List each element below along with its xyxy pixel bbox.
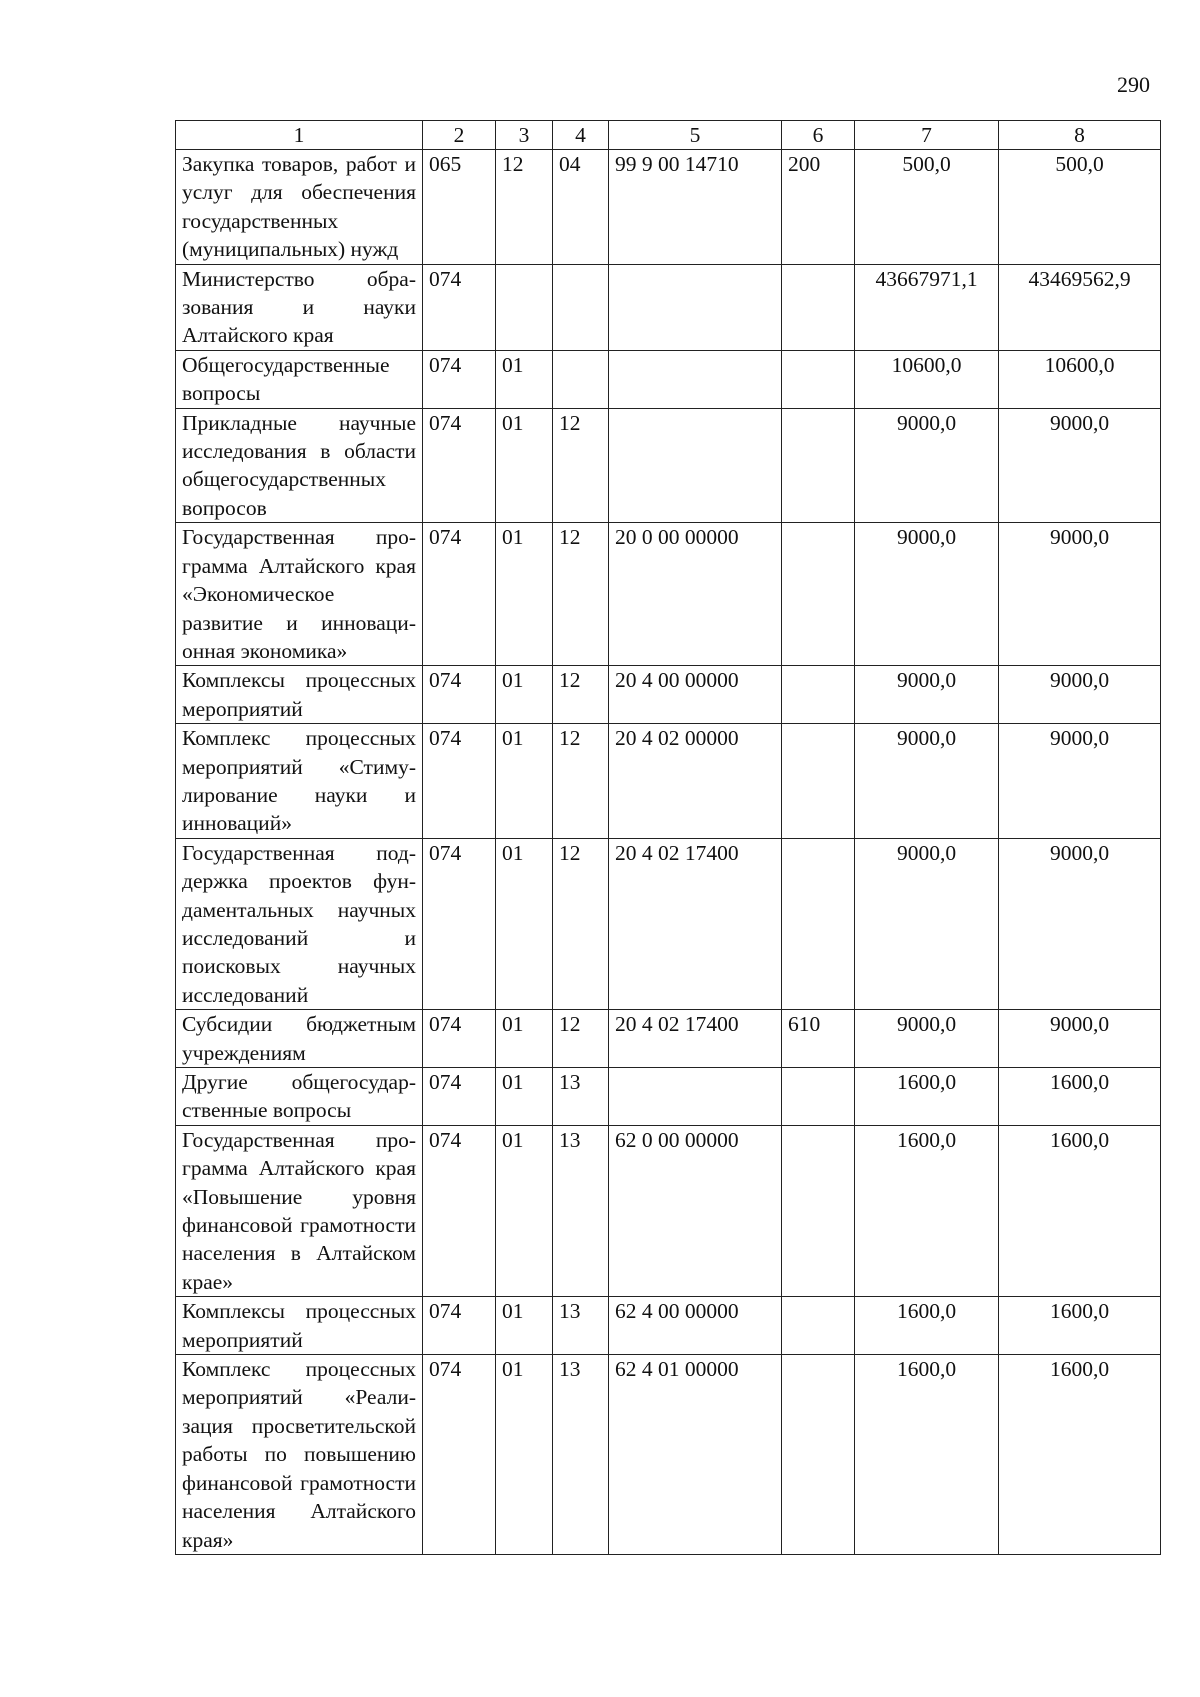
ministry-code-cell: 074 bbox=[423, 838, 496, 1009]
table-body bbox=[176, 150, 1161, 1555]
subsection-code-cell: 13 bbox=[553, 1297, 609, 1355]
amount-year2-cell: 9000,0 bbox=[999, 666, 1161, 724]
amount-year1-cell: 10600,0 bbox=[855, 350, 999, 408]
table-row bbox=[176, 1125, 1161, 1296]
amount-year2-cell: 500,0 bbox=[999, 150, 1161, 265]
expense-type-cell bbox=[782, 523, 855, 666]
subsection-code-cell: 04 bbox=[553, 150, 609, 265]
subsection-code-cell: 13 bbox=[553, 1355, 609, 1555]
subsection-code-cell: 12 bbox=[553, 666, 609, 724]
expense-type-cell bbox=[782, 1297, 855, 1355]
target-article-cell: 20 0 00 00000 bbox=[609, 523, 782, 666]
column-header: 6 bbox=[782, 121, 855, 150]
ministry-code-cell: 074 bbox=[423, 1355, 496, 1555]
amount-year2-cell: 9000,0 bbox=[999, 408, 1161, 523]
expense-type-cell bbox=[782, 1068, 855, 1126]
ministry-code-cell: 074 bbox=[423, 350, 496, 408]
page-number: 290 bbox=[1117, 72, 1150, 97]
item-name-cell: Комплекс процессных мероприятий «Реализация просветительской работы по повышению финансовой грамотности населения Алтайского края» bbox=[176, 1355, 423, 1555]
subsection-code-cell: 12 bbox=[553, 724, 609, 839]
amount-year1-cell: 1600,0 bbox=[855, 1297, 999, 1355]
budget-table bbox=[175, 120, 1161, 1555]
expense-type-cell bbox=[782, 350, 855, 408]
amount-year1-cell: 500,0 bbox=[855, 150, 999, 265]
ministry-code-cell: 074 bbox=[423, 1297, 496, 1355]
amount-year1-cell: 1600,0 bbox=[855, 1355, 999, 1555]
target-article-cell: 62 4 00 00000 bbox=[609, 1297, 782, 1355]
column-header: 5 bbox=[609, 121, 782, 150]
table-row bbox=[176, 1010, 1161, 1068]
target-article-cell bbox=[609, 408, 782, 523]
section-code-cell: 01 bbox=[496, 724, 553, 839]
item-name-cell: Государственная поддержка проектов фундаментальных научных исследований и поисковых научных исследований bbox=[176, 838, 423, 1009]
target-article-cell bbox=[609, 264, 782, 350]
subsection-code-cell: 13 bbox=[553, 1068, 609, 1126]
amount-year2-cell: 1600,0 bbox=[999, 1125, 1161, 1296]
item-name-cell: Общегосударственные вопросы bbox=[176, 350, 423, 408]
target-article-cell: 62 0 00 00000 bbox=[609, 1125, 782, 1296]
item-name-cell: Государственная программа Алтайского края «Экономическое развитие и инновационная экономика» bbox=[176, 523, 423, 666]
section-code-cell: 01 bbox=[496, 1010, 553, 1068]
header-row bbox=[176, 121, 1161, 150]
item-name-cell: Другие общегосударственные вопросы bbox=[176, 1068, 423, 1126]
subsection-code-cell bbox=[553, 350, 609, 408]
subsection-code-cell: 12 bbox=[553, 1010, 609, 1068]
table-row bbox=[176, 150, 1161, 265]
table-row bbox=[176, 1297, 1161, 1355]
item-name-cell: Закупка товаров, работ и услуг для обеспечения государственных (муниципальных) нужд bbox=[176, 150, 423, 265]
ministry-code-cell: 074 bbox=[423, 1068, 496, 1126]
section-code-cell: 01 bbox=[496, 1355, 553, 1555]
amount-year2-cell: 9000,0 bbox=[999, 724, 1161, 839]
ministry-code-cell: 074 bbox=[423, 523, 496, 666]
table-row bbox=[176, 1355, 1161, 1555]
column-header: 4 bbox=[553, 121, 609, 150]
column-header: 1 bbox=[176, 121, 423, 150]
section-code-cell: 01 bbox=[496, 1125, 553, 1296]
section-code-cell bbox=[496, 264, 553, 350]
expense-type-cell bbox=[782, 838, 855, 1009]
expense-type-cell: 610 bbox=[782, 1010, 855, 1068]
expense-type-cell bbox=[782, 1125, 855, 1296]
item-name-cell: Государственная программа Алтайского края «Повышение уровня финансовой грамотности населения в Алтайском крае» bbox=[176, 1125, 423, 1296]
item-name-cell: Комплексы процессных мероприятий bbox=[176, 666, 423, 724]
target-article-cell bbox=[609, 1068, 782, 1126]
section-code-cell: 01 bbox=[496, 408, 553, 523]
subsection-code-cell bbox=[553, 264, 609, 350]
amount-year2-cell: 1600,0 bbox=[999, 1068, 1161, 1126]
ministry-code-cell: 074 bbox=[423, 1010, 496, 1068]
ministry-code-cell: 074 bbox=[423, 666, 496, 724]
amount-year2-cell: 43469562,9 bbox=[999, 264, 1161, 350]
table-row bbox=[176, 724, 1161, 839]
target-article-cell: 20 4 00 00000 bbox=[609, 666, 782, 724]
section-code-cell: 01 bbox=[496, 1297, 553, 1355]
expense-type-cell: 200 bbox=[782, 150, 855, 265]
target-article-cell: 99 9 00 14710 bbox=[609, 150, 782, 265]
amount-year1-cell: 9000,0 bbox=[855, 523, 999, 666]
amount-year1-cell: 9000,0 bbox=[855, 408, 999, 523]
expense-type-cell bbox=[782, 1355, 855, 1555]
column-header: 2 bbox=[423, 121, 496, 150]
amount-year2-cell: 1600,0 bbox=[999, 1297, 1161, 1355]
table-row bbox=[176, 350, 1161, 408]
item-name-cell: Комплексы процессных мероприятий bbox=[176, 1297, 423, 1355]
expense-type-cell bbox=[782, 666, 855, 724]
section-code-cell: 01 bbox=[496, 350, 553, 408]
amount-year1-cell: 9000,0 bbox=[855, 724, 999, 839]
amount-year1-cell: 43667971,1 bbox=[855, 264, 999, 350]
section-code-cell: 01 bbox=[496, 1068, 553, 1126]
expense-type-cell bbox=[782, 408, 855, 523]
item-name-cell: Субсидии бюджетным учреждениям bbox=[176, 1010, 423, 1068]
amount-year2-cell: 9000,0 bbox=[999, 523, 1161, 666]
item-name-cell: Комплекс процессных мероприятий «Стимулирование науки и инноваций» bbox=[176, 724, 423, 839]
ministry-code-cell: 074 bbox=[423, 1125, 496, 1296]
target-article-cell: 20 4 02 17400 bbox=[609, 838, 782, 1009]
column-header: 7 bbox=[855, 121, 999, 150]
ministry-code-cell: 074 bbox=[423, 264, 496, 350]
amount-year1-cell: 9000,0 bbox=[855, 666, 999, 724]
ministry-code-cell: 065 bbox=[423, 150, 496, 265]
section-code-cell: 01 bbox=[496, 666, 553, 724]
subsection-code-cell: 12 bbox=[553, 838, 609, 1009]
subsection-code-cell: 12 bbox=[553, 523, 609, 666]
target-article-cell: 20 4 02 00000 bbox=[609, 724, 782, 839]
target-article-cell: 20 4 02 17400 bbox=[609, 1010, 782, 1068]
table-row bbox=[176, 1068, 1161, 1126]
item-name-cell: Министерство образования и науки Алтайского края bbox=[176, 264, 423, 350]
item-name-cell: Прикладные научные исследования в области общегосударственных вопросов bbox=[176, 408, 423, 523]
expense-type-cell bbox=[782, 264, 855, 350]
table-row bbox=[176, 523, 1161, 666]
amount-year1-cell: 9000,0 bbox=[855, 838, 999, 1009]
amount-year2-cell: 9000,0 bbox=[999, 838, 1161, 1009]
section-code-cell: 01 bbox=[496, 838, 553, 1009]
subsection-code-cell: 13 bbox=[553, 1125, 609, 1296]
column-header: 3 bbox=[496, 121, 553, 150]
table-row bbox=[176, 666, 1161, 724]
target-article-cell bbox=[609, 350, 782, 408]
target-article-cell: 62 4 01 00000 bbox=[609, 1355, 782, 1555]
subsection-code-cell: 12 bbox=[553, 408, 609, 523]
amount-year1-cell: 1600,0 bbox=[855, 1068, 999, 1126]
table-row bbox=[176, 838, 1161, 1009]
amount-year1-cell: 1600,0 bbox=[855, 1125, 999, 1296]
expense-type-cell bbox=[782, 724, 855, 839]
section-code-cell: 01 bbox=[496, 523, 553, 666]
ministry-code-cell: 074 bbox=[423, 408, 496, 523]
column-header: 8 bbox=[999, 121, 1161, 150]
table-row bbox=[176, 408, 1161, 523]
ministry-code-cell: 074 bbox=[423, 724, 496, 839]
amount-year2-cell: 9000,0 bbox=[999, 1010, 1161, 1068]
amount-year2-cell: 10600,0 bbox=[999, 350, 1161, 408]
table-row bbox=[176, 264, 1161, 350]
amount-year2-cell: 1600,0 bbox=[999, 1355, 1161, 1555]
section-code-cell: 12 bbox=[496, 150, 553, 265]
amount-year1-cell: 9000,0 bbox=[855, 1010, 999, 1068]
